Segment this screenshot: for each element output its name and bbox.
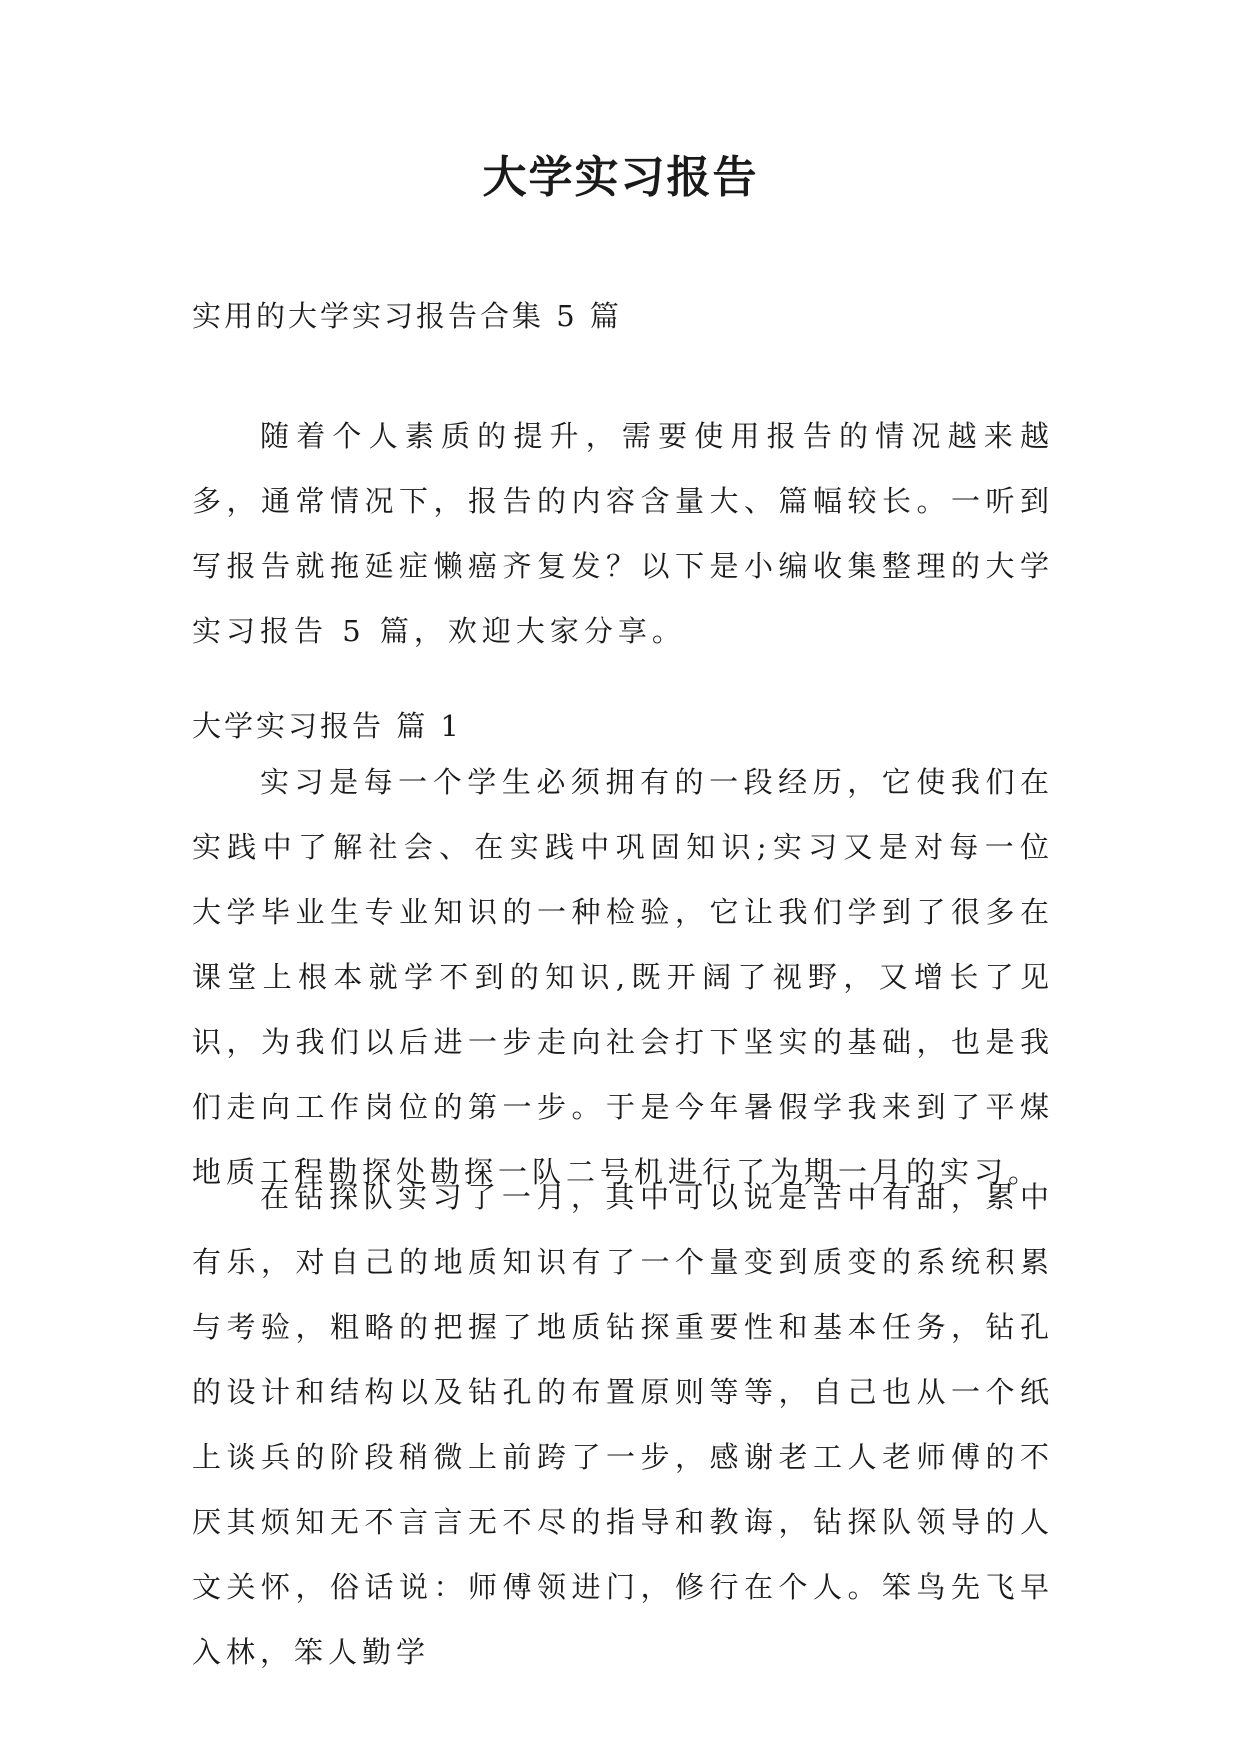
document-title: 大学实习报告	[482, 152, 759, 203]
document-subtitle: 实用的大学实习报告合集 5 篇	[192, 299, 622, 333]
body-paragraph-2: 在钻探队实习了一月，其中可以说是苦中有甜，累中有乐，对自己的地质知识有了一个量变到质变的系统积累与考验，粗略的把握了地质钻探重要性和基本任务，钻孔的设计和结构以及钻孔的布置原则等等，自己也从一个纸上谈兵的阶段稍微上前跨了一步，感谢老工人老师傅的不厌其烦知无不言言无不尽的指导和教诲，钻探队领导的人文关怀，俗话说：师傅领进门，修行在个人。笨鸟先飞早入林，笨人勤学	[192, 1180, 1054, 1669]
intro-paragraph: 随着个人素质的提升，需要使用报告的情况越来越多，通常情况下，报告的内容含量大、篇幅较长。一听到写报告就拖延症懒癌齐复发？以下是小编收集整理的大学实习报告 5 篇，欢迎大家分享。	[192, 419, 1054, 648]
body-paragraph-1: 实习是每一个学生必须拥有的一段经历，它使我们在实践中了解社会、在实践中巩固知识;实习又是对每一位大学毕业生专业知识的一种检验，它让我们学到了很多在课堂上根本就学不到的知识,既开阔了视野，又增长了见识，为我们以后进一步走向社会打下坚实的基础，也是我们走向工作岗位的第一步。于是今年暑假学我来到了平煤地质工程勘探处勘探一队二号机进行了为期一月的实习。	[192, 765, 1054, 1189]
section-heading: 大学实习报告 篇 1	[192, 709, 462, 743]
